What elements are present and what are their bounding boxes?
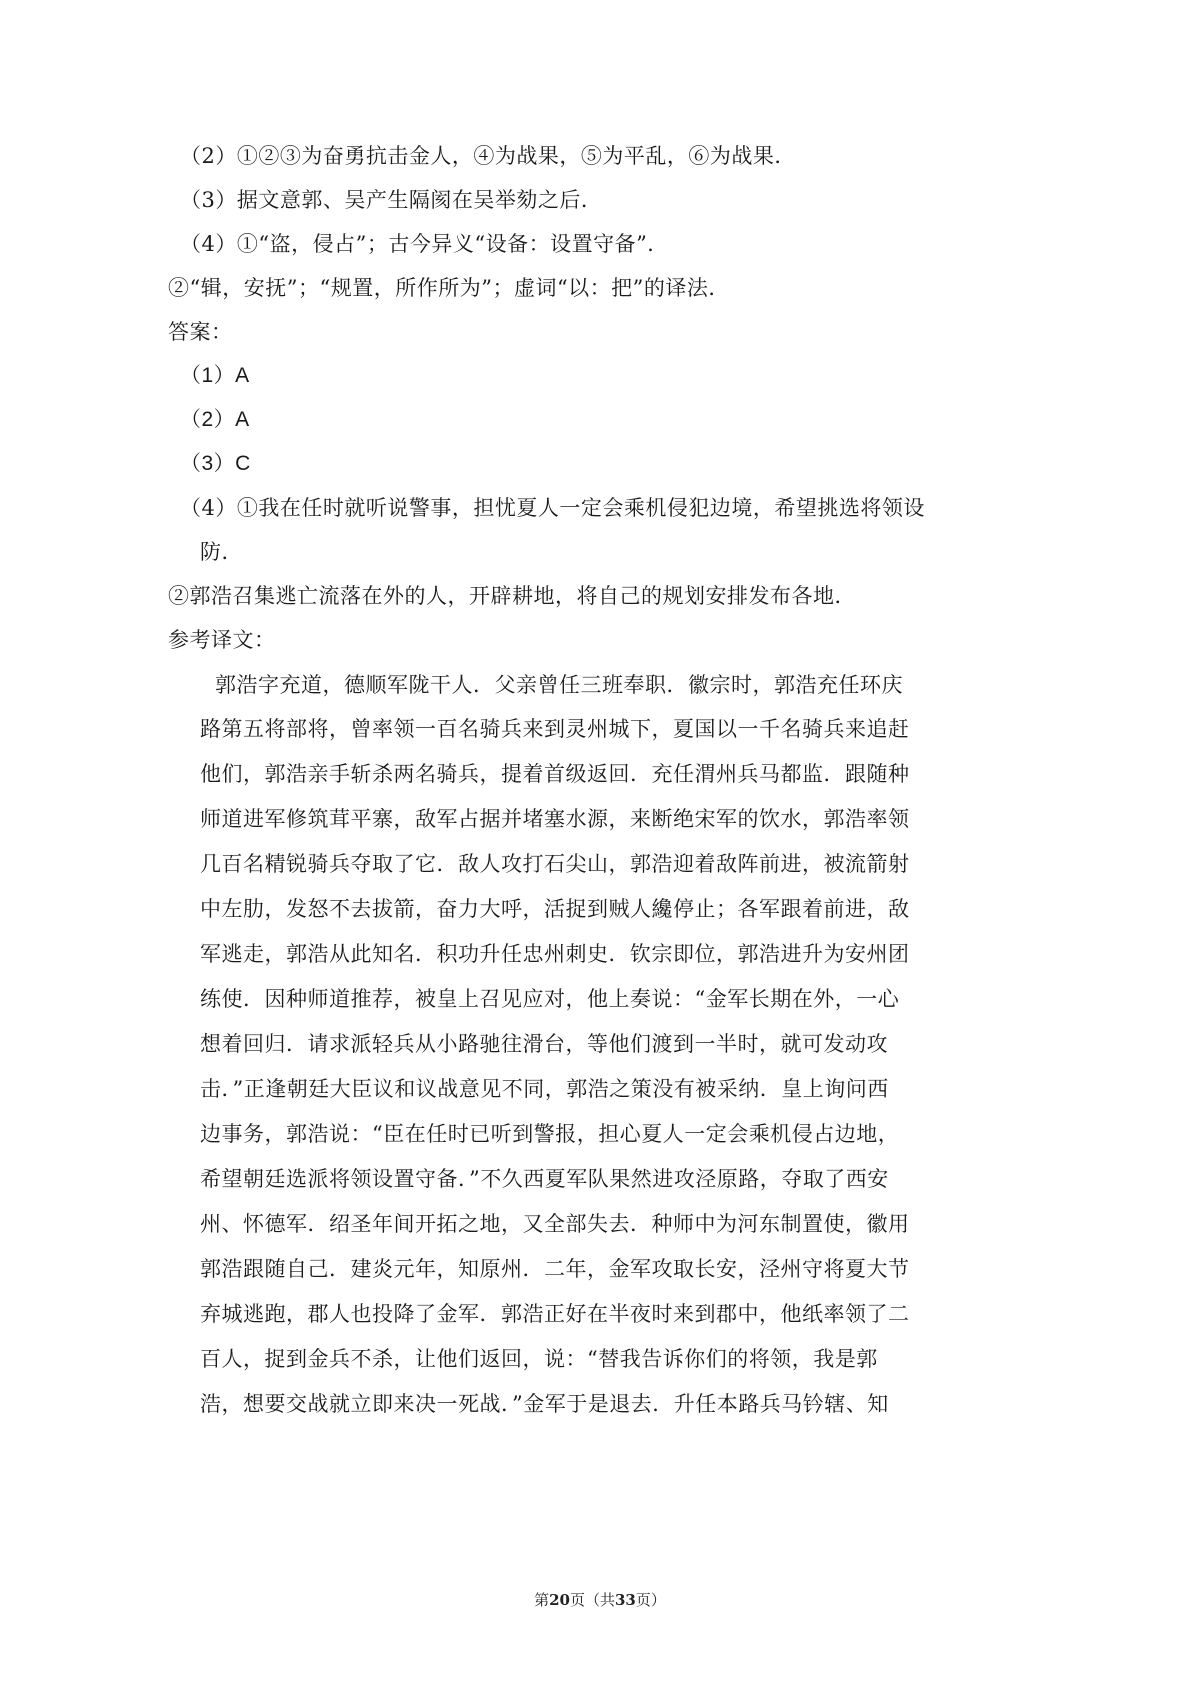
translation-line: 想着回归．请求派轻兵从小路驰往滑台，等他们渡到一半时，就可发动攻 bbox=[200, 1032, 888, 1056]
translation-line: 州、怀德军．绍圣年间开拓之地，又全部失去．种师中为河东制置使，徽用 bbox=[200, 1212, 910, 1236]
translation-line: 练使．因种师道推荐，被皇上召见应对，他上奏说：“金军长期在外，一心 bbox=[200, 987, 900, 1011]
analysis-item-3: （3）据文意郭、吴产生隔阂在吴举劾之后． bbox=[180, 188, 603, 212]
answers-heading: 答案： bbox=[168, 320, 233, 344]
translation-line: 路第五将部将，曾率领一百名骑兵来到灵州城下，夏国以一千名骑兵来追赶 bbox=[200, 717, 910, 741]
answer-4-line-2: 防． bbox=[200, 540, 243, 564]
translation-line: 军逃走，郭浩从此知名．积功升任忠州刺史．钦宗即位，郭浩进升为安州团 bbox=[200, 942, 910, 966]
translation-line: 中左肋，发怒不去拔箭，奋力大呼，活捉到贼人纔停止；各军跟着前进，敌 bbox=[200, 897, 910, 921]
translation-line: 击．”正逢朝廷大臣议和议战意见不同，郭浩之策没有被采纳．皇上询问西 bbox=[200, 1077, 889, 1101]
translation-line: 郭浩字充道，德顺军陇干人．父亲曾任三班奉职．徽宗时，郭浩充任环庆 bbox=[215, 673, 903, 697]
footer-page-number: 20 bbox=[549, 1591, 570, 1609]
translation-line: 师道进军修筑茸平寨，敌军占据并堵塞水源，来断绝宋军的饮水，郭浩率领 bbox=[200, 807, 910, 831]
translation-line: 浩，想要交战就立即来决一死战．”金军于是退去．升任本路兵马钤辖、知 bbox=[200, 1392, 889, 1416]
answer-4-line-1: （4）①我在任时就听说警事，担忧夏人一定会乘机侵犯边境，希望挑选将领设 bbox=[180, 496, 925, 520]
translation-line: 边事务，郭浩说：“臣在任时已听到警报，担心夏人一定会乘机侵占边地， bbox=[200, 1122, 900, 1146]
footer-suffix: 页） bbox=[635, 1591, 666, 1609]
page-footer bbox=[0, 1589, 1200, 1611]
footer-prefix: 第 bbox=[534, 1591, 550, 1609]
translation-line: 百人，捉到金兵不杀，让他们返回，说：“替我告诉你们的将领，我是郭 bbox=[200, 1347, 878, 1371]
answer-1: （1）A bbox=[180, 364, 250, 387]
analysis-item-2: （2）①②③为奋勇抗击金人，④为战果，⑤为平乱，⑥为战果． bbox=[180, 144, 796, 168]
translation-heading: 参考译文： bbox=[168, 628, 276, 652]
answer-2: （2）A bbox=[180, 408, 250, 431]
footer-total-pages: 33 bbox=[615, 1591, 636, 1609]
translation-line: 弃城逃跑，郡人也投降了金军．郭浩正好在半夜时来到郡中，他纸率领了二 bbox=[200, 1302, 910, 1326]
translation-line: 郭浩跟随自己．建炎元年，知原州．二年，金军攻取长安，泾州守将夏大节 bbox=[200, 1257, 910, 1281]
analysis-item-4a: （4）①“盗，侵占”；古今异义“设备：设置守备”． bbox=[180, 232, 669, 256]
translation-line: 几百名精锐骑兵夺取了它．敌人攻打石尖山，郭浩迎着敌阵前进，被流箭射 bbox=[200, 852, 910, 876]
translation-line: 希望朝廷选派将领设置守备．”不久西夏军队果然进攻泾原路，夺取了西安 bbox=[200, 1167, 889, 1191]
translation-line: 他们，郭浩亲手斩杀两名骑兵，提着首级返回．充任渭州兵马都监．跟随种 bbox=[200, 762, 910, 786]
analysis-item-4b: ②“辑，安抚”；“规置，所作所为”；虚词“以：把”的译法． bbox=[168, 276, 730, 300]
answer-3: （3）C bbox=[180, 452, 251, 475]
answer-4-line-3: ②郭浩召集逃亡流落在外的人，开辟耕地，将自己的规划安排发布各地． bbox=[168, 584, 856, 608]
footer-middle: 页（共 bbox=[569, 1591, 615, 1609]
